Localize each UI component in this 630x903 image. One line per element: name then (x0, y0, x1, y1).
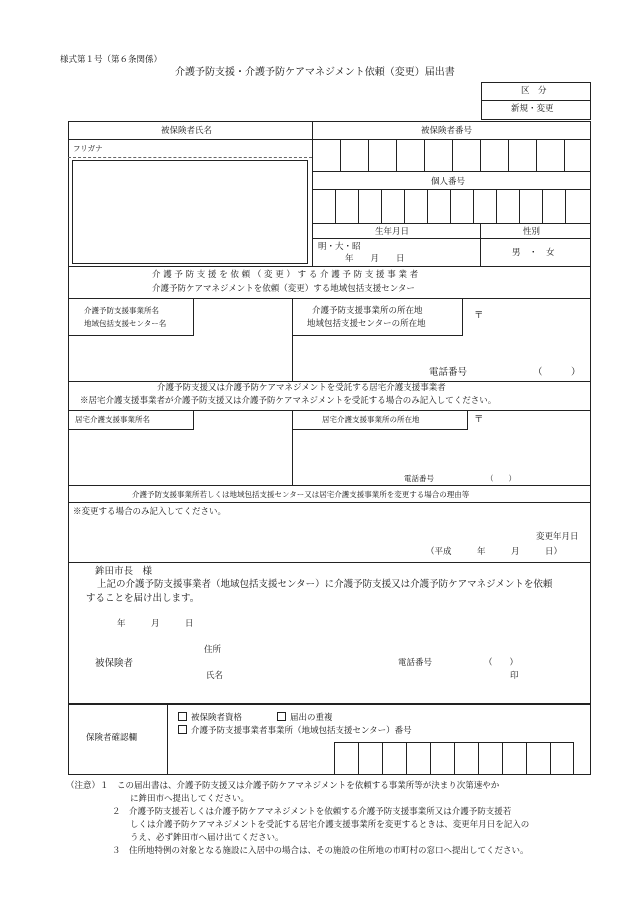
checkbox-icon[interactable] (277, 712, 286, 721)
addressee: 鉾田市長 様 (95, 566, 153, 577)
provider-address-field[interactable] (465, 300, 589, 360)
note-line-1: （注意）１ この届出書は、介護予防支援又は介護予防ケアマネジメントを依頼する事業所等が決まり次第速やか (66, 781, 500, 791)
note-line-4: しくは介護予防ケアマネジメントを受託する居宅介護支援事業所を変更するときは、変更年月日を記入の (130, 820, 530, 830)
applicant-name-field[interactable] (235, 668, 385, 684)
provider-name-label-1: 介護予防支援事業所名 (84, 306, 159, 315)
home-care-name-label: 居宅介護支援事業所名 (75, 415, 150, 424)
note-line-5: うえ、必ず鉾田市へ届け出てください。 (130, 833, 284, 843)
home-care-name-field[interactable] (70, 432, 290, 484)
personal-number-cells[interactable] (312, 189, 591, 223)
note-line-2: に鉾田市へ提出してください。 (130, 794, 250, 804)
check-insured-qualification[interactable]: 被保険者資格 (178, 712, 242, 723)
provider-address-label-1: 介護予防支援事業所の所在地 (312, 306, 423, 316)
checkbox-icon[interactable] (178, 712, 187, 721)
declaration-text-2: することを届け出します。 (86, 593, 200, 604)
check-provider-number[interactable]: 介護予防支援事業者事業所（地域包括支援センター）番号 (178, 725, 412, 736)
change-date-field[interactable]: （平成 年 月 日） (426, 547, 563, 557)
address-label: 住所 (204, 645, 222, 655)
declaration-phone-label: 電話番号 (398, 658, 433, 668)
category-label: 区 分 (521, 86, 547, 96)
form-title: 介護予防支援・介護予防ケアマネジメント依頼（変更）届出書 (175, 67, 455, 78)
provider-heading-1: 介 護 予 防 支 援 を 依 頼 （ 変 更 ） す る 介 護 予 防 支 援 事 業 者 (152, 270, 419, 280)
birth-date-field[interactable]: 年 月 日 (345, 254, 405, 264)
home-care-heading-1: 介護予防支援又は介護予防ケアマネジメントを受託する居宅介護支援事業者 (157, 383, 446, 393)
note-line-6: ３ 住所地特例の対象となる施設に入居中の場合は、その施設の住所地の市町村の窓口へ提出してください。 (112, 846, 529, 856)
provider-address-label-2: 地域包括支援センターの所在地 (307, 319, 426, 329)
provider-phone-field[interactable]: （ ） (533, 367, 581, 378)
insured-number-cells[interactable] (312, 139, 591, 171)
declaration-date[interactable]: 年 月 日 (117, 619, 194, 629)
provider-heading-2: 介護予防ケアマネジメントを依頼（変更）する地域包括支援センター (152, 284, 415, 294)
note-line-3: ２ 介護予防支援若しくは介護予防ケアマネジメントを依頼する介護予防支援事業所又は介護予防支援若 (112, 807, 512, 817)
home-care-postal-mark: 〒 (474, 414, 484, 425)
applicant-address-field[interactable] (235, 640, 385, 656)
insured-number-label: 被保険者番号 (421, 126, 473, 136)
change-date-label: 変更年月日 (536, 532, 579, 542)
insured-name-label: 被保険者氏名 (161, 126, 213, 136)
home-care-phone-label: 電話番号 (404, 474, 434, 483)
checkbox-icon[interactable] (178, 725, 187, 734)
category-value[interactable]: 新規・変更 (511, 104, 554, 114)
furigana-label: フリガナ (73, 144, 103, 153)
seal-mark: 印 (510, 671, 519, 681)
change-heading: 介護予防支援事業所若しくは地域包括支援センター又は居宅介護支援事業所を変更する場合の理由等 (132, 490, 470, 499)
birth-date-label: 生年月日 (375, 227, 410, 237)
provider-name-label-2: 地域包括支援センター名 (84, 319, 167, 328)
insurer-check-label: 保険者確認欄 (86, 733, 138, 743)
sex-label: 性別 (523, 227, 541, 237)
home-care-address-field[interactable] (470, 412, 589, 462)
declaration-phone-field[interactable]: （ ） (484, 658, 519, 668)
provider-address-label-box (292, 298, 463, 336)
check-duplicate-filing[interactable]: 届出の重複 (277, 712, 333, 723)
name-label: 氏名 (206, 671, 224, 681)
form-number: 様式第１号（第６条関係） (60, 55, 163, 65)
era-options[interactable]: 明・大・昭 (318, 242, 361, 252)
home-care-heading-2: ※居宅介護支援事業者が介護予防支援又は介護予防ケアマネジメントを受託する場合のみ記入してください。 (80, 396, 497, 406)
provider-name-field[interactable] (70, 338, 290, 380)
declaration-text-1: 上記の介護予防支援事業者（地域包括支援センター）に介護予防支援又は介護予防ケアマネジメントを依頼 (97, 579, 553, 590)
sex-options[interactable]: 男 ・ 女 (512, 248, 555, 258)
provider-phone-label: 電話番号 (429, 367, 468, 378)
insured-name-field[interactable] (72, 160, 308, 264)
insured-person-label: 被保険者 (95, 658, 134, 669)
provider-name-label-box (68, 298, 194, 336)
change-note: ※変更する場合のみ記入してください。 (73, 507, 227, 517)
provider-postal-mark: 〒 (474, 310, 484, 321)
home-care-phone-field[interactable]: （ ） (486, 474, 516, 483)
home-care-address-label: 居宅介護支援事業所の所在地 (322, 415, 420, 424)
personal-number-label: 個人番号 (431, 177, 466, 187)
